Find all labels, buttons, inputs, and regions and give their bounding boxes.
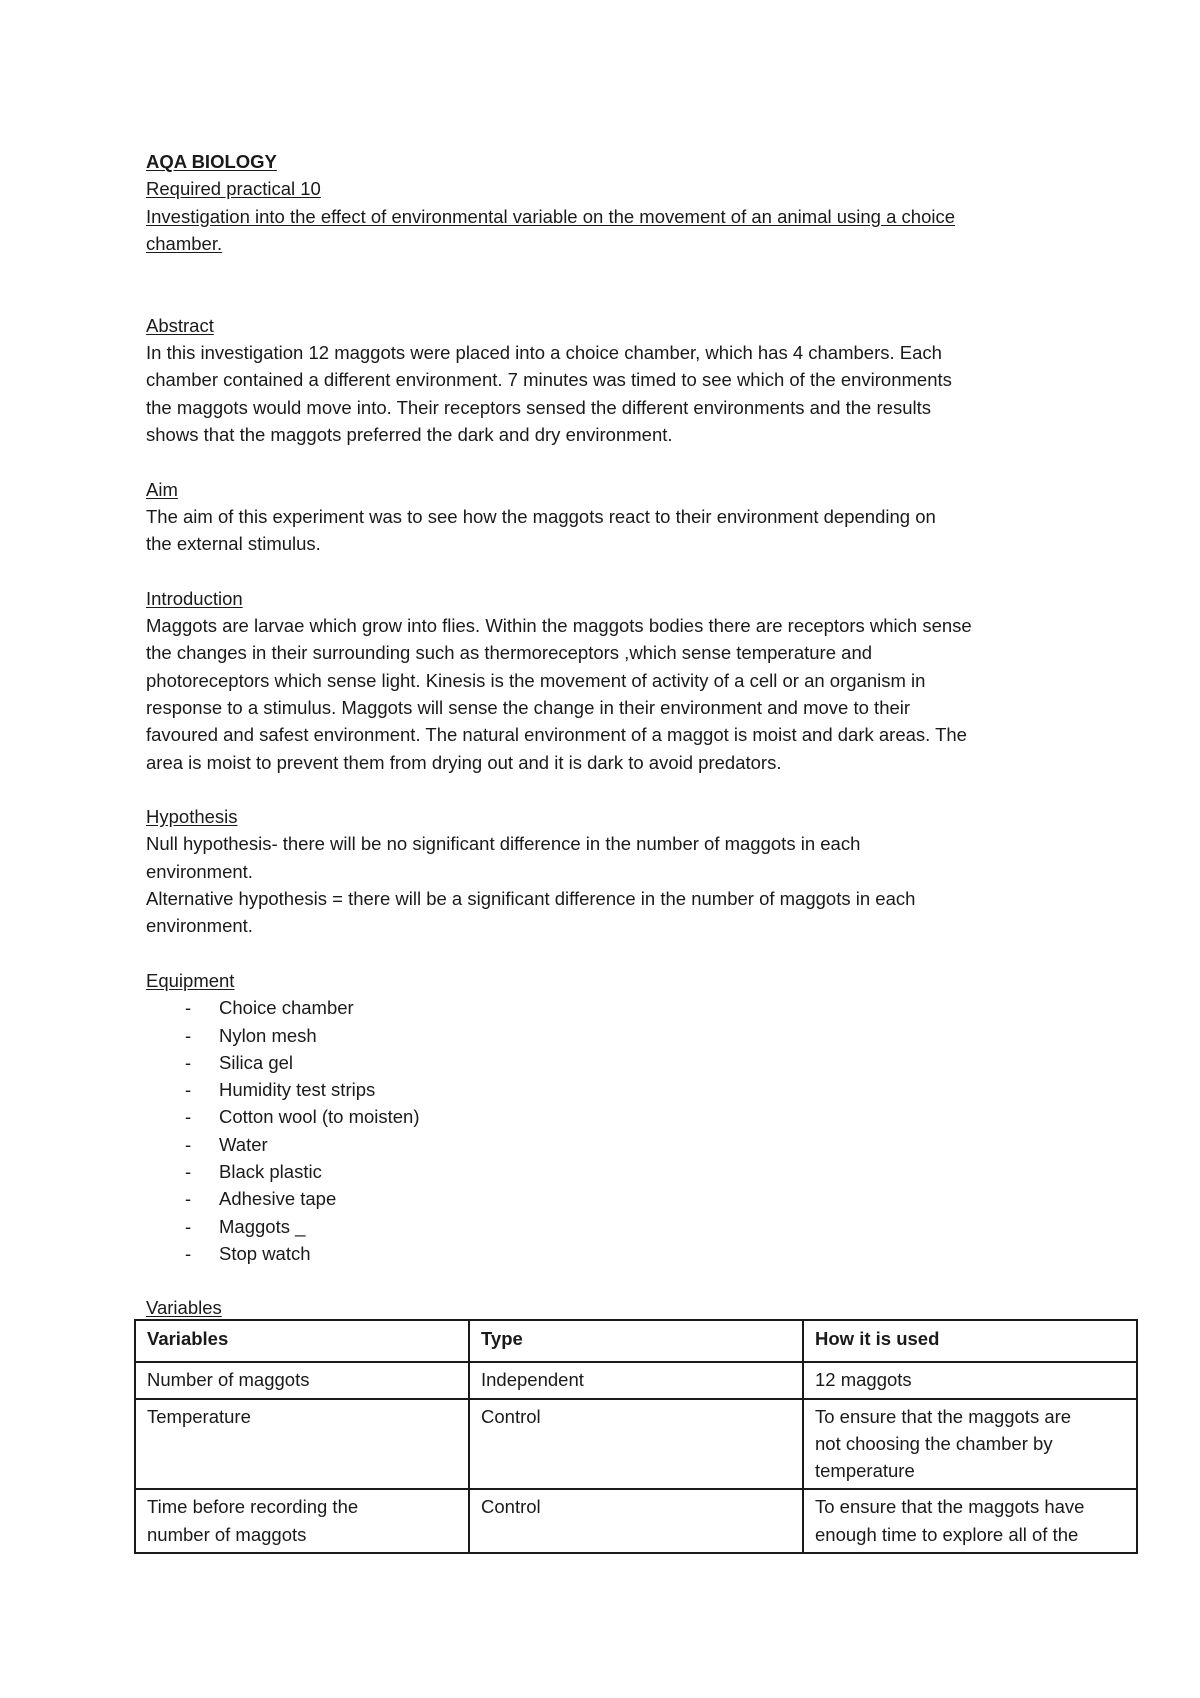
practical-description-line: chamber. (146, 232, 223, 254)
introduction-line: Maggots are larvae which grow into flies. Within the maggots bodies there are receptors which sense (146, 615, 972, 637)
introduction-line: the changes in their surrounding such as thermoreceptors ,which sense temperature and (146, 642, 873, 664)
aim-line: The aim of this experiment was to see how the maggots react to their environment depending on (146, 505, 936, 527)
table-header-row (135, 1320, 1137, 1362)
list-bullet: - (185, 997, 192, 1019)
table-row (135, 1399, 1137, 1490)
abstract-heading: Abstract (146, 314, 214, 336)
equipment-heading: Equipment (146, 969, 235, 991)
practical-description-line: Investigation into the effect of environmental variable on the movement of an animal using a choice (146, 205, 956, 227)
table-row (135, 1362, 1137, 1398)
table-cell-usage: To ensure that the maggots have enough time to explore all of the (803, 1489, 1137, 1553)
equipment-list (146, 994, 1086, 1267)
introduction-line: area is moist to prevent them from drying out and it is dark to avoid predators. (146, 751, 782, 773)
table-cell-type: Control (469, 1399, 803, 1490)
list-bullet: - (185, 1106, 192, 1128)
list-bullet: - (185, 1242, 192, 1264)
table-cell-usage: 12 maggots (803, 1362, 1137, 1398)
equipment-item: - Adhesive tape (146, 1185, 1086, 1212)
introduction-line: favoured and safest environment. The natural environment of a maggot is moist and dark areas. The (146, 724, 967, 746)
table-cell-variable: Number of maggots (135, 1362, 469, 1398)
equipment-item: - Choice chamber (146, 994, 1086, 1021)
hypothesis-line: environment. (146, 860, 253, 882)
table-cell-type: Control (469, 1489, 803, 1553)
table-cell-variable: Time before recording the number of maggots (135, 1489, 469, 1553)
variables-heading: Variables (146, 1297, 222, 1319)
list-bullet: - (185, 1051, 192, 1073)
list-bullet: - (185, 1215, 192, 1237)
aim-line: the external stimulus. (146, 533, 321, 555)
list-bullet: - (185, 1160, 192, 1182)
equipment-item: - Cotton wool (to moisten) (146, 1103, 1086, 1130)
column-header: Variables (135, 1320, 469, 1362)
list-bullet: - (185, 1024, 192, 1046)
column-header: Type (469, 1320, 803, 1362)
hypothesis-heading: Hypothesis (146, 806, 238, 828)
hypothesis-line: Alternative hypothesis = there will be a significant difference in the number of maggots in each (146, 888, 916, 910)
document-title: AQA BIOLOGY (146, 151, 277, 172)
equipment-item: - Maggots _ (146, 1213, 1086, 1240)
column-header: How it is used (803, 1320, 1137, 1362)
table-row (135, 1489, 1137, 1553)
abstract-line: the maggots would move into. Their receptors sensed the different environments and the results (146, 396, 931, 418)
abstract-line: chamber contained a different environment. 7 minutes was timed to see which of the environments (146, 369, 952, 391)
table-cell-variable: Temperature (135, 1399, 469, 1490)
equipment-item: - Water (146, 1131, 1086, 1158)
list-bullet: - (185, 1188, 192, 1210)
equipment-item: - Silica gel (146, 1049, 1086, 1076)
abstract-line: shows that the maggots preferred the dark and dry environment. (146, 423, 673, 445)
introduction-line: response to a stimulus. Maggots will sense the change in their environment and move to their (146, 696, 911, 718)
introduction-heading: Introduction (146, 587, 243, 609)
hypothesis-line: environment. (146, 915, 253, 937)
hypothesis-line: Null hypothesis- there will be no significant difference in the number of maggots in each (146, 833, 861, 855)
table-cell-type: Independent (469, 1362, 803, 1398)
equipment-item: - Humidity test strips (146, 1076, 1086, 1103)
equipment-item: - Nylon mesh (146, 1022, 1086, 1049)
aim-heading: Aim (146, 478, 178, 500)
practical-number: Required practical 10 (146, 178, 321, 200)
abstract-line: In this investigation 12 maggots were placed into a choice chamber, which has 4 chambers. Each (146, 342, 942, 364)
document-body (146, 148, 1086, 1322)
equipment-item: - Stop watch (146, 1240, 1086, 1267)
table-cell-usage: To ensure that the maggots are not choosing the chamber by temperature (803, 1399, 1137, 1490)
introduction-line: photoreceptors which sense light. Kinesis is the movement of activity of a cell or an organism in (146, 669, 926, 691)
equipment-item: - Black plastic (146, 1158, 1086, 1185)
variables-table (134, 1319, 1138, 1554)
list-bullet: - (185, 1133, 192, 1155)
list-bullet: - (185, 1079, 192, 1101)
